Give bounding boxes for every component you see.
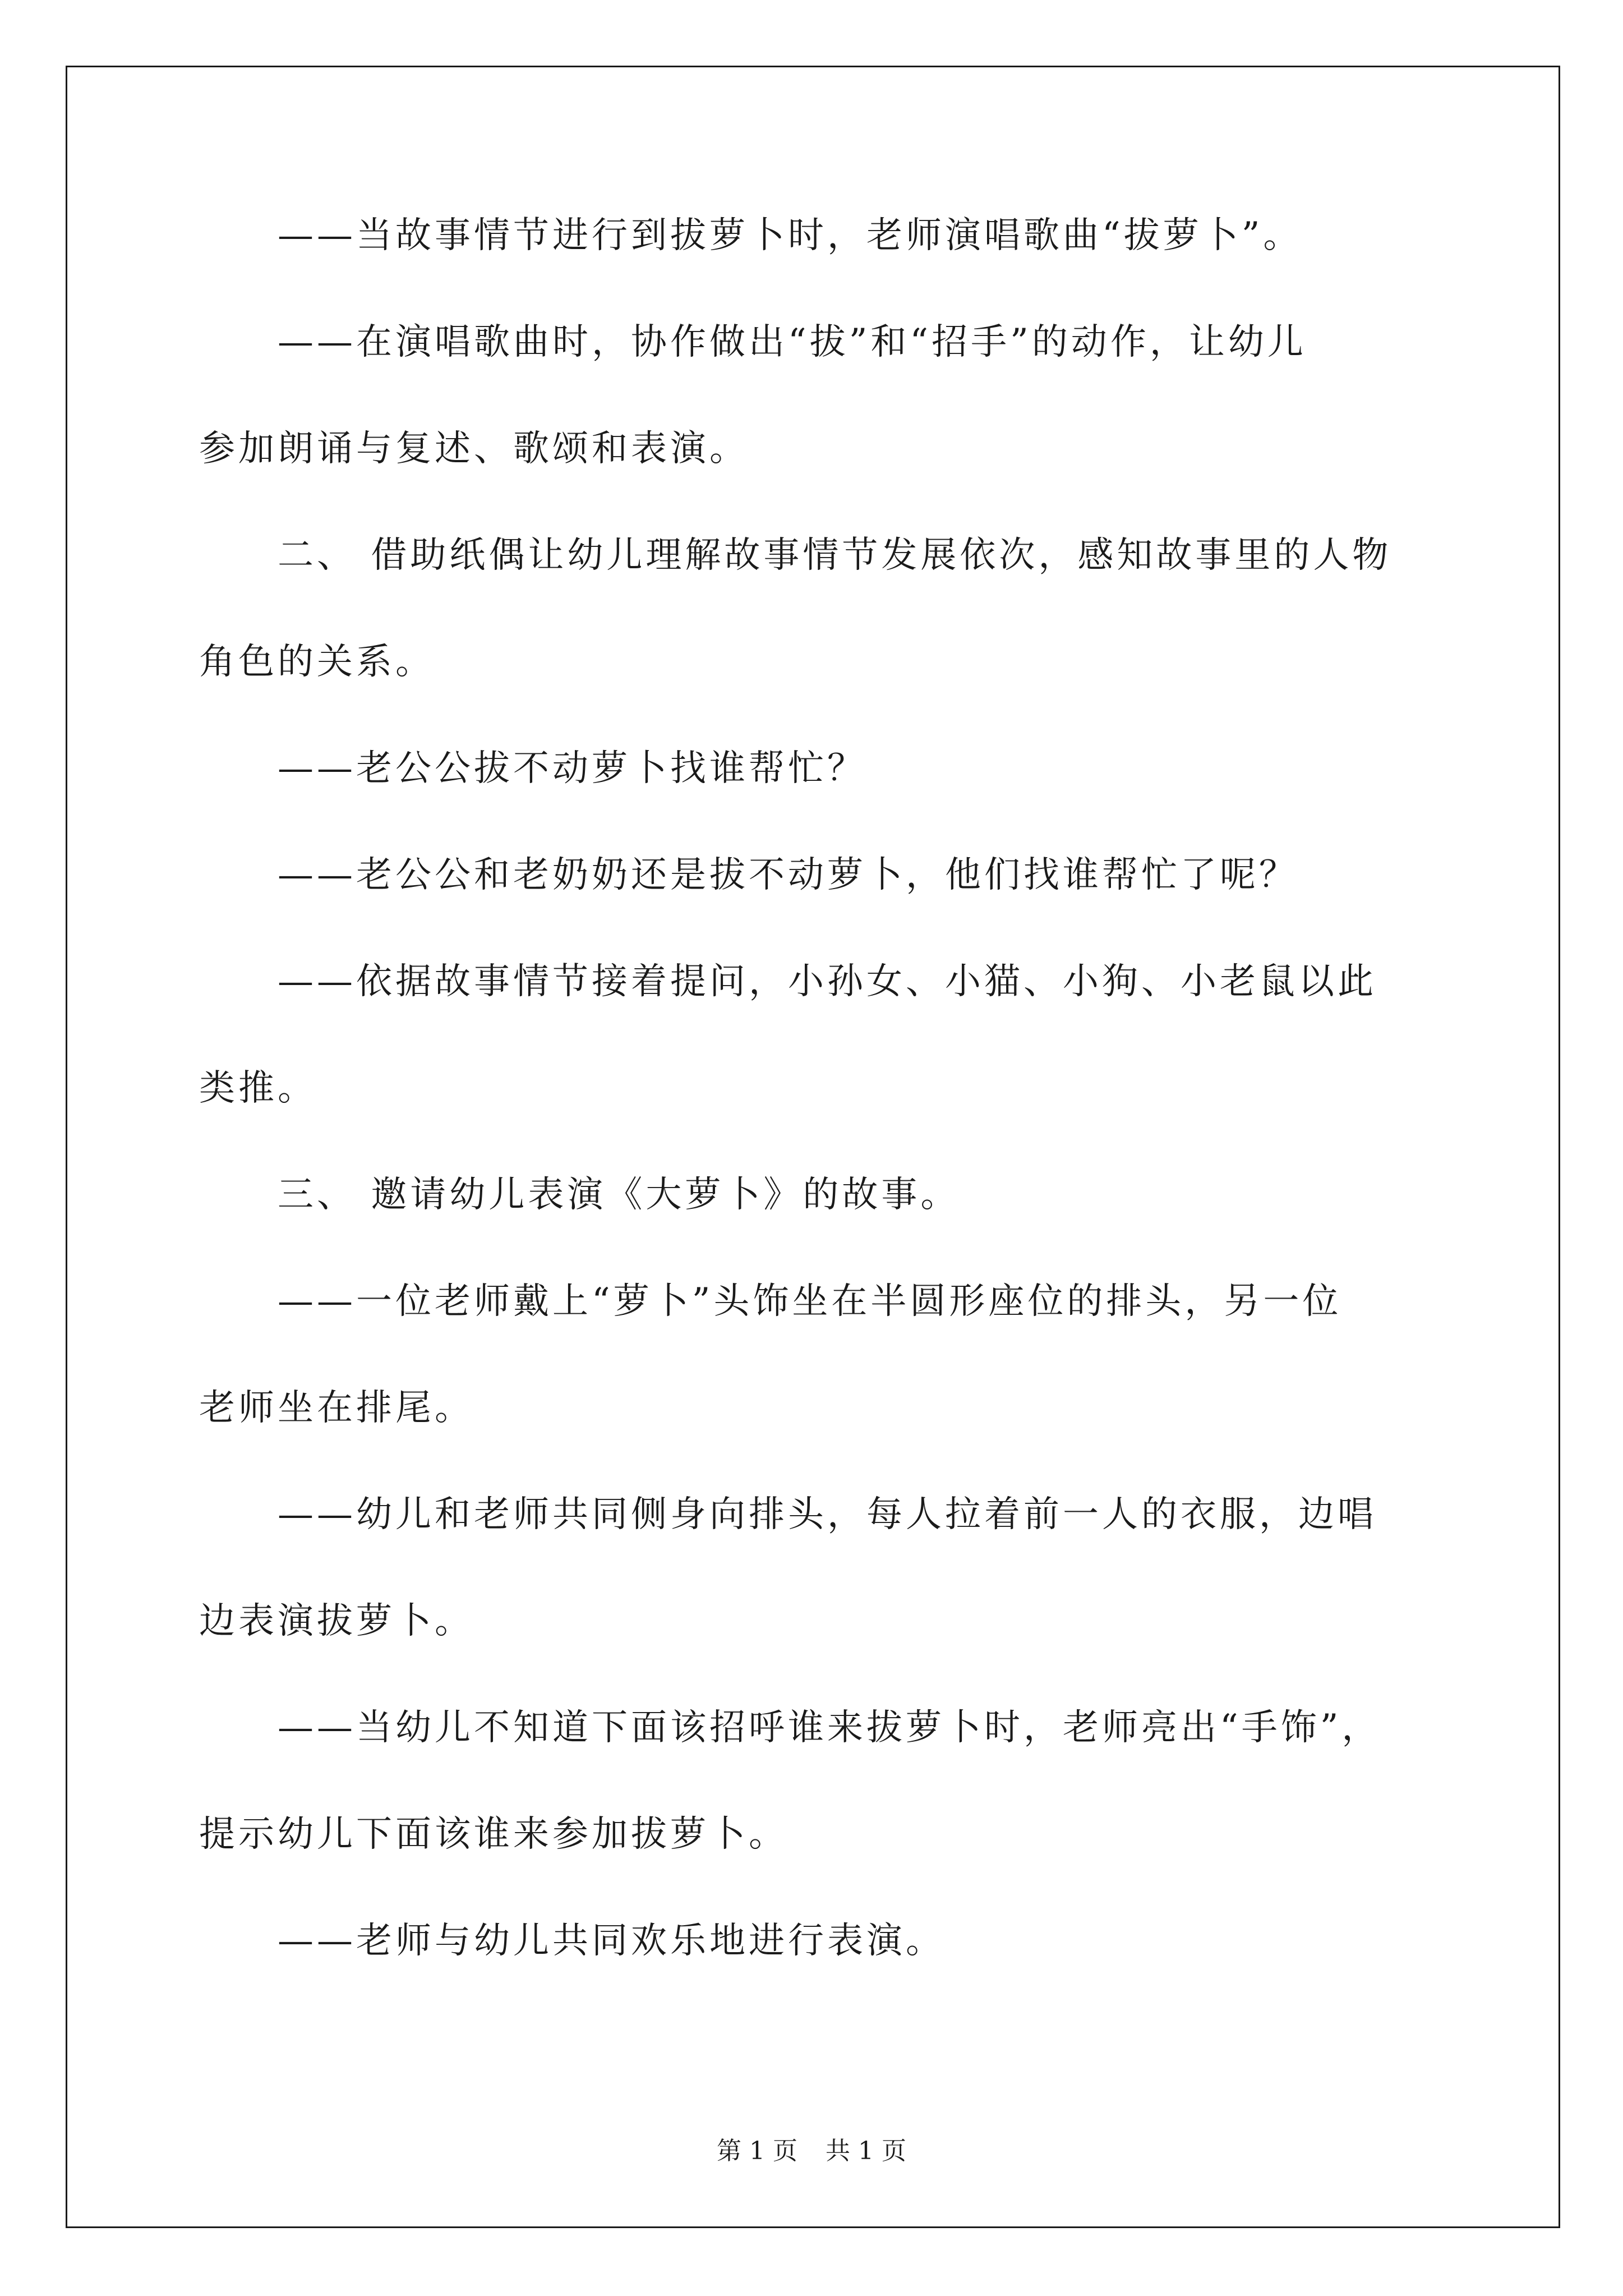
paragraph-line: 参加朗诵与复述、歌颂和表演。: [199, 428, 749, 470]
page-footer: [0, 2131, 1623, 2166]
paragraph-line: 提示幼儿下面该谁来参加拔萝卜。: [199, 1814, 788, 1855]
paragraph-line: ——老公公和老奶奶还是拔不动萝卜，他们找谁帮忙了呢？: [278, 854, 1298, 896]
paragraph-line: ——在演唱歌曲时，协作做出“拔”和“招手”的动作，让幼儿: [278, 321, 1307, 363]
paragraph-line: ——幼儿和老师共同侧身向排头，每人拉着前一人的衣服，边唱: [278, 1494, 1377, 1535]
page-border: [66, 66, 1560, 2228]
paragraph-line: ——当幼儿不知道下面该招呼谁来拔萝卜时，老师亮出“手饰”，: [278, 1707, 1381, 1749]
section-heading-2: 二、 借助纸偶让幼儿理解故事情节发展依次，感知故事里的人物: [278, 535, 1392, 576]
paragraph-line: ——老师与幼儿共同欢乐地进行表演。: [278, 1920, 945, 1962]
paragraph-line: ——当故事情节进行到拔萝卜时，老师演唱歌曲“拔萝卜”。: [278, 215, 1303, 256]
paragraph-line: ——老公公拔不动萝卜找谁帮忙？: [278, 748, 866, 789]
page-number: 第 1 页: [717, 2137, 797, 2165]
paragraph-line: 老师坐在排尾。: [199, 1387, 474, 1429]
page-total: 共 1 页: [826, 2137, 906, 2165]
paragraph-line: 角色的关系。: [199, 641, 435, 683]
paragraph-line: ——一位老师戴上“萝卜”头饰坐在半圆形座位的排头，另一位: [278, 1281, 1342, 1322]
paragraph-line: ——依据故事情节接着提问，小孙女、小猫、小狗、小老鼠以此: [278, 961, 1377, 1002]
section-heading-3: 三、 邀请幼儿表演《大萝卜》的故事。: [278, 1174, 960, 1216]
paragraph-line: 类推。: [199, 1068, 317, 1109]
paragraph-line: 边表演拔萝卜。: [199, 1600, 474, 1642]
